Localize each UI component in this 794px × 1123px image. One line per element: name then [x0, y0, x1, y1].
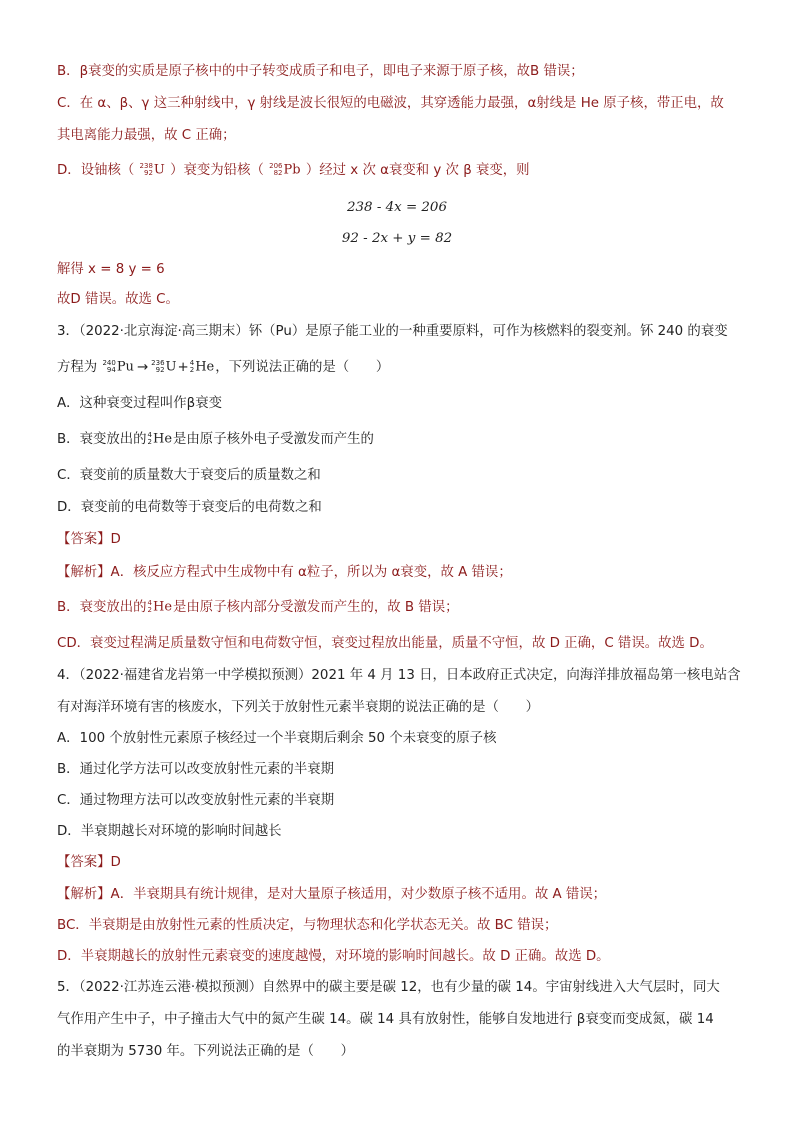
q5-stem-line3: 的半衰期为 5730 年。下列说法正确的是（ ）	[57, 1044, 355, 1059]
solution-line: 解得 x = 8 y = 6	[57, 262, 165, 277]
uranium236-atomic-number: 92	[155, 365, 165, 374]
helium-mass-number: 4	[189, 358, 195, 367]
q3-explanation-b-post: 是由原子核内部分受激发而产生的，故 B 错误；	[173, 600, 459, 615]
q3-explanation-a: 【解析】A．核反应方程式中生成物中有 α粒子，所以为 α衰变，故 A 错误；	[57, 565, 512, 580]
helium-symbol: He	[195, 359, 215, 375]
explanation-prev-C-line1: C．在 α、β、γ 这三种射线中，γ 射线是波长很短的电磁波，其穿透能力最强，α射线是 He 原子核，带正电，故	[57, 96, 724, 111]
helium-b-atomic-number: 2	[147, 437, 152, 446]
q4-option-a: A．100 个放射性元素原子核经过一个半衰期后剩余 50 个未衰变的原子核	[57, 731, 497, 746]
q3-answer: 【答案】D	[57, 532, 121, 547]
q4-stem-line2: 有对海洋环境有害的核废水，下列关于放射性元素半衰期的说法正确的是（ ）	[57, 700, 540, 715]
lead-mass-number: 206	[269, 161, 283, 170]
helium-b-mass-number: 4	[147, 430, 152, 439]
uranium236-symbol: U	[165, 359, 177, 375]
reaction-arrow-icon: →	[136, 360, 149, 375]
q4-explanation-a: 【解析】A．半衰期具有统计规律，是对大量原子核适用，对少数原子核不适用。故 A 错误；	[57, 887, 607, 902]
q3-option-b	[57, 430, 754, 450]
q3-stem-pre: 方程为	[57, 360, 98, 375]
conclusion-line: 故D 错误。故选 C。	[57, 292, 179, 307]
q3-stem-line1: 3．（2022·北京海淀·高三期末）钚（Pu）是原子能工业的一种重要原料，可作为核燃料的裂变剂。钚 240 的衰变	[57, 324, 728, 339]
uranium-nuclide	[140, 163, 165, 177]
q3-stem-line2	[57, 358, 754, 378]
explanation-prev-D-pre: D．设铀核（	[57, 163, 135, 178]
uranium-symbol: U	[153, 162, 165, 178]
q3-option-a: A．这种衰变过程叫作β衰变	[57, 396, 223, 411]
plus-sign: +	[177, 360, 189, 375]
helium-exp-symbol: He	[153, 599, 173, 615]
equation-charge: 92 - 2x + y = 82	[341, 231, 453, 246]
lead-nuclide	[269, 163, 300, 177]
q4-answer: 【答案】D	[57, 855, 121, 870]
q3-option-d: D．衰变前的电荷数等于衰变后的电荷数之和	[57, 500, 322, 515]
q3-explanation-cd: CD．衰变过程满足质量数守恒和电荷数守恒，衰变过程放出能量，质量不守恒，故 D 正确，C 错误。故选 D。	[57, 636, 713, 651]
q3-stem-post: ，下列说法正确的是（ ）	[215, 360, 390, 375]
q4-stem-line1: 4．（2022·福建省龙岩第一中学模拟预测）2021 年 4 月 13 日，日本政府正式决定，向海洋排放福岛第一核电站含	[57, 668, 741, 683]
q4-option-b: B．通过化学方法可以改变放射性元素的半衰期	[57, 762, 334, 777]
helium-atomic-number: 2	[189, 365, 195, 374]
plutonium-atomic-number: 94	[106, 365, 116, 374]
explanation-prev-B: B．β衰变的实质是原子核中的中子转变成质子和电子，即电子来源于原子核，故B 错误；	[57, 64, 584, 79]
plutonium-symbol: Pu	[116, 359, 134, 375]
helium-nuclide-b	[148, 432, 173, 446]
q3-option-c: C．衰变前的质量数大于衰变后的质量数之和	[57, 468, 321, 483]
uranium236-nuclide	[151, 360, 176, 374]
uranium236-mass-number: 236	[151, 358, 165, 367]
helium-nuclide-exp	[148, 600, 173, 614]
q3-explanation-b	[57, 598, 754, 618]
q4-option-d: D．半衰期越长对环境的影响时间越长	[57, 824, 282, 839]
q5-stem-line1: 5．（2022·江苏连云港·模拟预测）自然界中的碳主要是碳 12，也有少量的碳 14。宇宙射线进入大气层时，同大	[57, 980, 720, 995]
helium-exp-atomic-number: 2	[147, 605, 152, 614]
q4-explanation-d: D．半衰期越长的放射性元素衰变的速度越慢，对环境的影响时间越长。故 D 正确。故选 D。	[57, 949, 610, 964]
helium-b-symbol: He	[153, 431, 173, 447]
uranium-mass-number: 238	[139, 161, 153, 170]
explanation-prev-D-mid: ）衰变为铅核（	[170, 163, 264, 178]
lead-symbol: Pb	[283, 162, 301, 178]
plutonium-nuclide	[102, 360, 134, 374]
explanation-prev-C-line2: 其电离能力最强，故 C 正确；	[57, 128, 236, 143]
q4-option-c: C．通过物理方法可以改变放射性元素的半衰期	[57, 793, 335, 808]
q3-explanation-b-pre: B．衰变放出的	[57, 600, 147, 615]
explanation-prev-D	[57, 161, 754, 181]
plutonium-mass-number: 240	[102, 358, 116, 367]
q5-stem-line2: 气作用产生中子，中子撞击大气中的氮产生碳 14。碳 14 具有放射性，能够自发地进行 β衰变而变成氮，碳 14	[57, 1012, 714, 1027]
helium-exp-mass-number: 4	[147, 598, 152, 607]
explanation-prev-D-post: ）经过 x 次 α衰变和 y 次 β 衰变，则	[305, 163, 530, 178]
lead-atomic-number: 82	[273, 168, 283, 177]
q3-option-b-pre: B．衰变放出的	[57, 432, 147, 447]
q3-option-b-post: 是由原子核外电子受激发而产生的	[173, 432, 374, 447]
equation-mass: 238 - 4x = 206	[347, 200, 447, 215]
q4-explanation-bc: BC．半衰期是由放射性元素的性质决定，与物理状态和化学状态无关。故 BC 错误；	[57, 918, 558, 933]
uranium-atomic-number: 92	[143, 168, 153, 177]
helium-nuclide	[190, 360, 215, 374]
